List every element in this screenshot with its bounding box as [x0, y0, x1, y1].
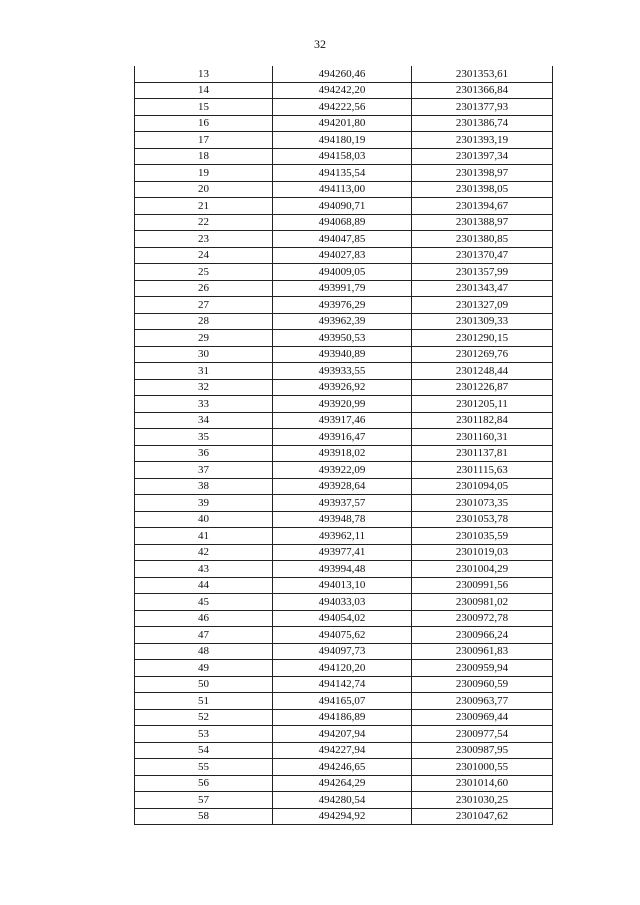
- point-number-cell: 22: [135, 214, 273, 231]
- y-coordinate-cell: 2301115,63: [412, 462, 553, 479]
- table-row: [135, 66, 553, 82]
- table-row: [135, 693, 553, 710]
- point-number-cell: 13: [135, 66, 273, 82]
- x-coordinate-cell: 494054,02: [273, 610, 412, 627]
- point-number-cell: 18: [135, 148, 273, 165]
- x-coordinate-cell: 494113,00: [273, 181, 412, 198]
- y-coordinate-cell: 2301398,97: [412, 165, 553, 182]
- y-coordinate-cell: 2301388,97: [412, 214, 553, 231]
- y-coordinate-cell: 2301160,31: [412, 429, 553, 446]
- y-coordinate-cell: 2301290,15: [412, 330, 553, 347]
- table-row: [135, 214, 553, 231]
- y-coordinate-cell: 2301380,85: [412, 231, 553, 248]
- x-coordinate-cell: 494207,94: [273, 726, 412, 743]
- y-coordinate-cell: 2301309,33: [412, 313, 553, 330]
- x-coordinate-cell: 493976,29: [273, 297, 412, 314]
- x-coordinate-cell: 494242,20: [273, 82, 412, 99]
- table-row: [135, 330, 553, 347]
- point-number-cell: 33: [135, 396, 273, 413]
- point-number-cell: 53: [135, 726, 273, 743]
- table-row: [135, 610, 553, 627]
- y-coordinate-cell: 2301073,35: [412, 495, 553, 512]
- x-coordinate-cell: 493962,11: [273, 528, 412, 545]
- y-coordinate-cell: 2301035,59: [412, 528, 553, 545]
- table-row: [135, 99, 553, 116]
- point-number-cell: 42: [135, 544, 273, 561]
- x-coordinate-cell: 493918,02: [273, 445, 412, 462]
- x-coordinate-cell: 494227,94: [273, 742, 412, 759]
- x-coordinate-cell: 493922,09: [273, 462, 412, 479]
- y-coordinate-cell: 2301000,55: [412, 759, 553, 776]
- y-coordinate-cell: 2301397,34: [412, 148, 553, 165]
- y-coordinate-cell: 2301047,62: [412, 808, 553, 825]
- x-coordinate-cell: 493928,64: [273, 478, 412, 495]
- table-row: [135, 528, 553, 545]
- x-coordinate-cell: 494260,46: [273, 66, 412, 82]
- y-coordinate-cell: 2301137,81: [412, 445, 553, 462]
- point-number-cell: 56: [135, 775, 273, 792]
- y-coordinate-cell: 2300959,94: [412, 660, 553, 677]
- table-row: [135, 759, 553, 776]
- x-coordinate-cell: 493962,39: [273, 313, 412, 330]
- x-coordinate-cell: 494047,85: [273, 231, 412, 248]
- table-row: [135, 198, 553, 215]
- y-coordinate-cell: 2300960,59: [412, 676, 553, 693]
- y-coordinate-cell: 2301014,60: [412, 775, 553, 792]
- point-number-cell: 28: [135, 313, 273, 330]
- point-number-cell: 40: [135, 511, 273, 528]
- point-number-cell: 31: [135, 363, 273, 380]
- table-row: [135, 165, 553, 182]
- point-number-cell: 43: [135, 561, 273, 578]
- x-coordinate-cell: 493926,92: [273, 379, 412, 396]
- point-number-cell: 52: [135, 709, 273, 726]
- y-coordinate-cell: 2301357,99: [412, 264, 553, 281]
- y-coordinate-cell: 2301226,87: [412, 379, 553, 396]
- y-coordinate-cell: 2301094,05: [412, 478, 553, 495]
- coordinates-table-body: [135, 66, 553, 825]
- table-row: [135, 478, 553, 495]
- y-coordinate-cell: 2301386,74: [412, 115, 553, 132]
- y-coordinate-cell: 2300961,83: [412, 643, 553, 660]
- x-coordinate-cell: 494097,73: [273, 643, 412, 660]
- x-coordinate-cell: 494186,89: [273, 709, 412, 726]
- x-coordinate-cell: 494246,65: [273, 759, 412, 776]
- x-coordinate-cell: 494264,29: [273, 775, 412, 792]
- x-coordinate-cell: 494013,10: [273, 577, 412, 594]
- x-coordinate-cell: 494027,83: [273, 247, 412, 264]
- table-row: [135, 379, 553, 396]
- table-row: [135, 643, 553, 660]
- y-coordinate-cell: 2300977,54: [412, 726, 553, 743]
- y-coordinate-cell: 2300987,95: [412, 742, 553, 759]
- y-coordinate-cell: 2301030,25: [412, 792, 553, 809]
- table-row: [135, 445, 553, 462]
- x-coordinate-cell: 493948,78: [273, 511, 412, 528]
- y-coordinate-cell: 2301182,84: [412, 412, 553, 429]
- point-number-cell: 35: [135, 429, 273, 446]
- x-coordinate-cell: 494158,03: [273, 148, 412, 165]
- x-coordinate-cell: 494165,07: [273, 693, 412, 710]
- x-coordinate-cell: 494120,20: [273, 660, 412, 677]
- table-row: [135, 396, 553, 413]
- point-number-cell: 46: [135, 610, 273, 627]
- table-row: [135, 247, 553, 264]
- y-coordinate-cell: 2301004,29: [412, 561, 553, 578]
- x-coordinate-cell: 494222,56: [273, 99, 412, 116]
- table-row: [135, 115, 553, 132]
- point-number-cell: 23: [135, 231, 273, 248]
- point-number-cell: 16: [135, 115, 273, 132]
- x-coordinate-cell: 494180,19: [273, 132, 412, 149]
- point-number-cell: 32: [135, 379, 273, 396]
- x-coordinate-cell: 493991,79: [273, 280, 412, 297]
- point-number-cell: 38: [135, 478, 273, 495]
- y-coordinate-cell: 2300981,02: [412, 594, 553, 611]
- table-row: [135, 313, 553, 330]
- y-coordinate-cell: 2301269,76: [412, 346, 553, 363]
- y-coordinate-cell: 2301343,47: [412, 280, 553, 297]
- y-coordinate-cell: 2301377,93: [412, 99, 553, 116]
- table-row: [135, 297, 553, 314]
- point-number-cell: 49: [135, 660, 273, 677]
- x-coordinate-cell: 493920,99: [273, 396, 412, 413]
- point-number-cell: 17: [135, 132, 273, 149]
- x-coordinate-cell: 494033,03: [273, 594, 412, 611]
- x-coordinate-cell: 494280,54: [273, 792, 412, 809]
- y-coordinate-cell: 2301393,19: [412, 132, 553, 149]
- point-number-cell: 15: [135, 99, 273, 116]
- table-row: [135, 346, 553, 363]
- point-number-cell: 34: [135, 412, 273, 429]
- y-coordinate-cell: 2301019,03: [412, 544, 553, 561]
- y-coordinate-cell: 2301398,05: [412, 181, 553, 198]
- point-number-cell: 19: [135, 165, 273, 182]
- x-coordinate-cell: 493940,89: [273, 346, 412, 363]
- x-coordinate-cell: 493994,48: [273, 561, 412, 578]
- point-number-cell: 51: [135, 693, 273, 710]
- y-coordinate-cell: 2301370,47: [412, 247, 553, 264]
- table-row: [135, 148, 553, 165]
- y-coordinate-cell: 2301353,61: [412, 66, 553, 82]
- x-coordinate-cell: 494068,89: [273, 214, 412, 231]
- point-number-cell: 25: [135, 264, 273, 281]
- point-number-cell: 36: [135, 445, 273, 462]
- table-row: [135, 627, 553, 644]
- x-coordinate-cell: 494294,92: [273, 808, 412, 825]
- table-row: [135, 82, 553, 99]
- y-coordinate-cell: 2300963,77: [412, 693, 553, 710]
- y-coordinate-cell: 2301366,84: [412, 82, 553, 99]
- y-coordinate-cell: 2301394,67: [412, 198, 553, 215]
- table-row: [135, 561, 553, 578]
- point-number-cell: 54: [135, 742, 273, 759]
- x-coordinate-cell: 493916,47: [273, 429, 412, 446]
- point-number-cell: 50: [135, 676, 273, 693]
- coordinates-table: [134, 66, 553, 825]
- point-number-cell: 48: [135, 643, 273, 660]
- y-coordinate-cell: 2301053,78: [412, 511, 553, 528]
- point-number-cell: 37: [135, 462, 273, 479]
- table-row: [135, 231, 553, 248]
- y-coordinate-cell: 2301248,44: [412, 363, 553, 380]
- point-number-cell: 55: [135, 759, 273, 776]
- point-number-cell: 27: [135, 297, 273, 314]
- x-coordinate-cell: 494009,05: [273, 264, 412, 281]
- point-number-cell: 39: [135, 495, 273, 512]
- table-row: [135, 808, 553, 825]
- x-coordinate-cell: 493977,41: [273, 544, 412, 561]
- point-number-cell: 29: [135, 330, 273, 347]
- table-row: [135, 792, 553, 809]
- point-number-cell: 14: [135, 82, 273, 99]
- table-row: [135, 544, 553, 561]
- point-number-cell: 45: [135, 594, 273, 611]
- y-coordinate-cell: 2301205,11: [412, 396, 553, 413]
- table-row: [135, 775, 553, 792]
- table-row: [135, 511, 553, 528]
- table-row: [135, 676, 553, 693]
- table-row: [135, 594, 553, 611]
- table-row: [135, 264, 553, 281]
- point-number-cell: 26: [135, 280, 273, 297]
- table-row: [135, 495, 553, 512]
- point-number-cell: 47: [135, 627, 273, 644]
- point-number-cell: 20: [135, 181, 273, 198]
- table-row: [135, 726, 553, 743]
- y-coordinate-cell: 2301327,09: [412, 297, 553, 314]
- point-number-cell: 24: [135, 247, 273, 264]
- x-coordinate-cell: 494090,71: [273, 198, 412, 215]
- table-row: [135, 181, 553, 198]
- x-coordinate-cell: 493933,55: [273, 363, 412, 380]
- x-coordinate-cell: 494075,62: [273, 627, 412, 644]
- point-number-cell: 21: [135, 198, 273, 215]
- x-coordinate-cell: 493937,57: [273, 495, 412, 512]
- y-coordinate-cell: 2300991,56: [412, 577, 553, 594]
- x-coordinate-cell: 494201,80: [273, 115, 412, 132]
- point-number-cell: 44: [135, 577, 273, 594]
- x-coordinate-cell: 494142,74: [273, 676, 412, 693]
- table-row: [135, 577, 553, 594]
- y-coordinate-cell: 2300969,44: [412, 709, 553, 726]
- x-coordinate-cell: 493917,46: [273, 412, 412, 429]
- point-number-cell: 57: [135, 792, 273, 809]
- table-row: [135, 742, 553, 759]
- table-row: [135, 280, 553, 297]
- table-row: [135, 429, 553, 446]
- x-coordinate-cell: 494135,54: [273, 165, 412, 182]
- y-coordinate-cell: 2300966,24: [412, 627, 553, 644]
- table-row: [135, 709, 553, 726]
- table-row: [135, 412, 553, 429]
- x-coordinate-cell: 493950,53: [273, 330, 412, 347]
- point-number-cell: 30: [135, 346, 273, 363]
- page-number: 32: [314, 37, 326, 51]
- point-number-cell: 41: [135, 528, 273, 545]
- table-row: [135, 462, 553, 479]
- table-row: [135, 132, 553, 149]
- point-number-cell: 58: [135, 808, 273, 825]
- y-coordinate-cell: 2300972,78: [412, 610, 553, 627]
- table-row: [135, 363, 553, 380]
- table-row: [135, 660, 553, 677]
